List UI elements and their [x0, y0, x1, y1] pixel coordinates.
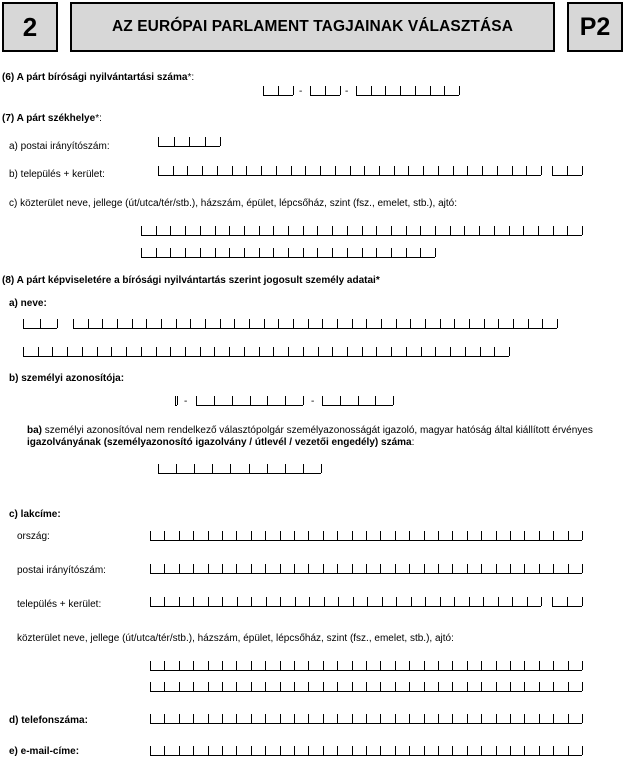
- hq-city-label: b) település + kerület:: [9, 169, 105, 180]
- rep-email-label: e) e-mail-címe:: [9, 746, 80, 757]
- rep-zip-label: postai irányítószám:: [17, 565, 106, 576]
- hq-zip-label: a) postai irányítószám:: [9, 141, 110, 152]
- dash: -: [311, 396, 315, 407]
- section-8-label: (8) A párt képviseletére a bírósági nyilvántartás szerint jogosult személy adatai*: [2, 275, 380, 286]
- rep-name-label: a) neve:: [9, 298, 47, 309]
- rep-id-part1[interactable]: [175, 396, 177, 406]
- dash: -: [184, 396, 188, 407]
- hq-district-field[interactable]: [552, 166, 582, 176]
- rep-street-label: közterület neve, jellege (út/utca/tér/stb.), házszám, épület, lépcsőház, szint (fsz., emelet, stb.), ajtó:: [17, 633, 454, 644]
- party-reg-number-part1[interactable]: [263, 86, 293, 96]
- party-reg-number-part3[interactable]: [356, 86, 459, 96]
- rep-street-field-line1[interactable]: [150, 661, 582, 671]
- rep-address-label: c) lakcíme:: [9, 509, 61, 520]
- hq-city-field[interactable]: [158, 166, 541, 176]
- rep-city-field[interactable]: [150, 597, 541, 607]
- section-7-label: (7) A párt székhelye*:: [2, 113, 102, 124]
- hq-street-field-line1[interactable]: [141, 226, 582, 236]
- rep-doc-description: ba) személyi azonosítóval nem rendelkező választópolgár személyazonosságát igazoló, magyar hatóság által kiállított érvényes igazolványának (személyazonosító igazolvány / útlevél / vezetői engedély) száma:: [27, 425, 593, 448]
- rep-id-part2[interactable]: [196, 396, 303, 406]
- party-reg-number-part2[interactable]: [310, 86, 340, 96]
- rep-id-part3[interactable]: [322, 396, 393, 406]
- rep-district-field[interactable]: [552, 597, 582, 607]
- rep-phone-field[interactable]: [150, 714, 582, 724]
- rep-city-label: település + kerület:: [17, 599, 102, 610]
- rep-id-label: b) személyi azonosítója:: [9, 373, 125, 384]
- rep-email-field[interactable]: [150, 746, 582, 756]
- rep-doc-number-field[interactable]: [158, 464, 321, 474]
- form-title: AZ EURÓPAI PARLAMENT TAGJAINAK VÁLASZTÁSA: [70, 2, 555, 52]
- rep-country-label: ország:: [17, 531, 50, 542]
- hq-zip-field[interactable]: [158, 137, 220, 147]
- hq-street-field-line2[interactable]: [141, 248, 435, 258]
- rep-phone-label: d) telefonszáma:: [9, 715, 88, 726]
- rep-name-field-line1[interactable]: [73, 319, 557, 329]
- rep-zip-field[interactable]: [150, 564, 582, 574]
- rep-street-field-line2[interactable]: [150, 682, 582, 692]
- form-code: P2: [567, 2, 623, 52]
- rep-title-field[interactable]: [23, 319, 57, 329]
- hq-street-label: c) közterület neve, jellege (út/utca/tér/stb.), házszám, épület, lépcsőház, szint (fsz., emelet, stb.), ajtó:: [9, 198, 457, 209]
- rep-country-field[interactable]: [150, 531, 582, 541]
- section-6-label: (6) A párt bírósági nyilvántartási száma*:: [2, 72, 195, 83]
- dash: -: [299, 86, 303, 97]
- dash: -: [345, 86, 349, 97]
- section-number: 2: [2, 2, 58, 52]
- rep-name-field-line2[interactable]: [23, 347, 509, 357]
